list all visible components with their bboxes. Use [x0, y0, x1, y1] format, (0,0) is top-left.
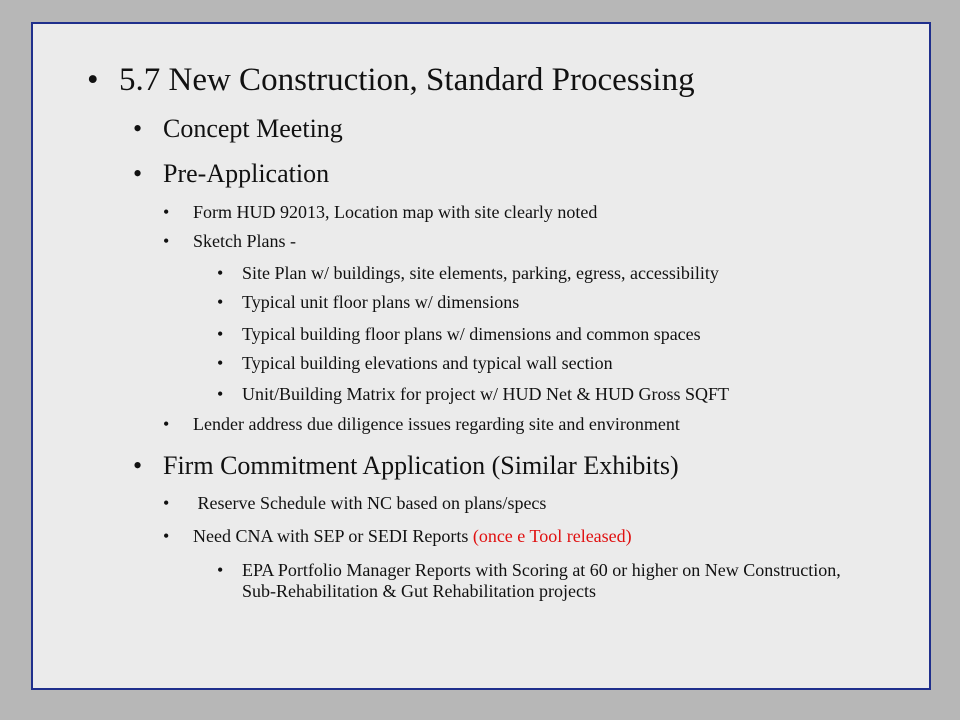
- bullet-text: Firm Commitment Application (Similar Exhibits): [163, 451, 679, 480]
- bullet-unit-building-matrix: [217, 384, 729, 405]
- bullet-text: Form HUD 92013, Location map with site clearly noted: [193, 202, 598, 222]
- bullet-unit-floor-plans: [217, 292, 520, 313]
- bullet-building-floor-plans: [217, 324, 701, 345]
- bullet-text: Typical building elevations and typical wall section: [242, 353, 613, 373]
- bullet-text: EPA Portfolio Manager Reports with Scoring at 60 or higher on New Construction, Sub-Rehabilitation & Gut Rehabilitation projects: [242, 560, 841, 601]
- highlight-text: (once e Tool released): [472, 526, 632, 546]
- title-text: 5.7 New Construction, Standard Processing: [119, 62, 695, 98]
- bullet-lender-address: [163, 414, 680, 435]
- bullet-sketch-plans: [163, 231, 296, 252]
- bullet-epa-portfolio: [217, 560, 862, 602]
- bullet-text: Lender address due diligence issues regarding site and environment: [193, 414, 680, 434]
- bullet-text: Need CNA with SEP or SEDI Reports: [193, 526, 473, 546]
- bullet-marker: •: [133, 114, 143, 143]
- bullet-marker: •: [217, 324, 224, 344]
- bullet-text: Concept Meeting: [163, 114, 343, 143]
- bullet-marker: •: [217, 384, 224, 404]
- bullet-site-plan: [217, 263, 719, 284]
- bullet-marker: •: [217, 292, 224, 312]
- bullet-building-elevations: [217, 353, 613, 374]
- bullet-marker: •: [163, 526, 170, 546]
- bullet-text: Typical unit floor plans w/ dimensions: [242, 292, 520, 312]
- bullet-text: Unit/Building Matrix for project w/ HUD Net & HUD Gross SQFT: [242, 384, 729, 404]
- bullet-marker: •: [133, 451, 143, 480]
- bullet-marker: •: [217, 560, 224, 580]
- slide-panel: [31, 22, 931, 690]
- bullet-marker: •: [163, 414, 170, 434]
- bullet-need-cna: [163, 526, 632, 547]
- bullet-text: Typical building floor plans w/ dimensions and common spaces: [242, 324, 701, 344]
- bullet-concept-meeting: [133, 114, 343, 144]
- bullet-text: Sketch Plans -: [193, 231, 296, 251]
- bullet-marker: •: [163, 231, 170, 251]
- bullet-text: Pre-Application: [163, 159, 330, 188]
- bullet-marker: •: [217, 263, 224, 283]
- bullet-pre-application: [133, 159, 330, 189]
- bullet-marker: •: [163, 493, 170, 513]
- bullet-marker: •: [133, 159, 143, 188]
- bullet-text: Reserve Schedule with NC based on plans/specs: [193, 493, 547, 513]
- bullet-form-hud: [163, 202, 598, 223]
- bullet-marker: •: [163, 202, 170, 222]
- bullet-marker: •: [217, 353, 224, 373]
- bullet-marker: •: [87, 62, 99, 98]
- bullet-reserve-schedule: [163, 493, 547, 514]
- bullet-firm-commitment: [133, 451, 679, 481]
- bullet-text: Site Plan w/ buildings, site elements, parking, egress, accessibility: [242, 263, 719, 283]
- slide-title: [87, 62, 695, 99]
